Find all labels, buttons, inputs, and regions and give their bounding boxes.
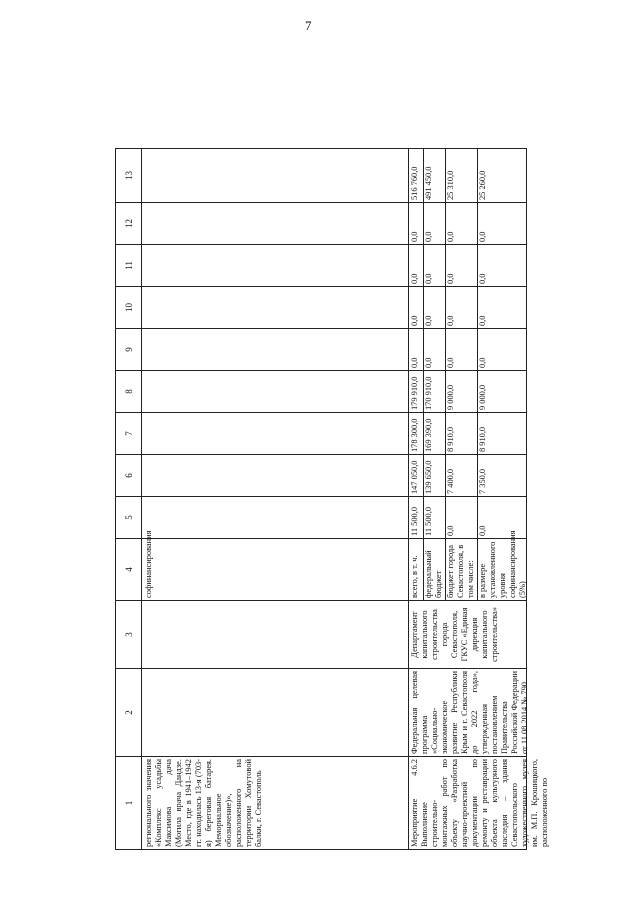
value-cell: 11 500,0 xyxy=(424,506,433,536)
funding-table xyxy=(115,148,549,850)
header-9: 9 xyxy=(116,329,142,370)
row-level-label: в размере установленного уровня софинансирования (5%) xyxy=(478,530,527,598)
column-8 xyxy=(116,371,526,413)
object-name-cell: регионального значения «Комплекс усадьбы Максимова дача (Могила врача Дандзе. Место, где в 1941–1942 гг. находилась 13-я (703-я) береговая батарея. Мемориальное обозначение)», расположенного на территории Хомутовой балки, г. Севастополь xyxy=(144,759,263,847)
header-12: 12 xyxy=(116,203,142,244)
value-cell: 0,0 xyxy=(410,231,419,242)
header-8: 8 xyxy=(116,371,142,412)
value-cell: 147 050,0 xyxy=(410,460,419,494)
column-13 xyxy=(116,149,526,203)
value-cell: 0,0 xyxy=(478,231,487,242)
value-cell: 11 500,0 xyxy=(410,506,419,536)
column-3 xyxy=(116,601,526,669)
page-number: 7 xyxy=(305,18,312,33)
value-cell: 0,0 xyxy=(446,273,455,284)
value-cell: 0,0 xyxy=(446,525,455,536)
value-cell: 139 650,0 xyxy=(424,460,433,494)
header-7: 7 xyxy=(116,413,142,454)
value-cell: 0,0 xyxy=(424,273,433,284)
column-6 xyxy=(116,455,526,497)
value-cell: 9 000,0 xyxy=(446,384,455,410)
header-2: 2 xyxy=(116,669,142,756)
value-cell: 491 450,0 xyxy=(424,166,433,200)
value-cell: 8 910,0 xyxy=(478,426,487,452)
row-city-label: бюджет города Севастополя, в том числе: xyxy=(446,544,475,598)
column-9 xyxy=(116,329,526,371)
value-cell: 9 000,0 xyxy=(478,384,487,410)
value-cell: 0,0 xyxy=(424,315,433,326)
value-cell: 169 390,0 xyxy=(424,418,433,452)
value-cell: 7 350,0 xyxy=(478,468,487,494)
column-10 xyxy=(116,287,526,329)
value-cell: 0,0 xyxy=(424,231,433,242)
column-2 xyxy=(116,669,529,757)
activity-name-cell: Мероприятие 4.6.2 Выполнение строительно-монтажных работ по объекту «Разработка научно-проектной документации по ремонту и реставрации объекта культурного наследия – здания Севастопольского художественного музея им. М.П. Крошицкого, расположенного по xyxy=(410,759,549,847)
value-cell: 0,0 xyxy=(410,315,419,326)
value-cell: 516 760,0 xyxy=(410,166,419,200)
header-3: 3 xyxy=(116,601,142,668)
executor-cell: Департамент капитального строительства города Севастополя, ГКУС «Единая дирекция капитального строительства» xyxy=(410,607,499,662)
header-5: 5 xyxy=(116,497,142,538)
column-5 xyxy=(116,497,526,539)
value-cell: 178 300,0 xyxy=(410,418,419,452)
value-cell: 179 910,0 xyxy=(410,376,419,410)
header-11: 11 xyxy=(116,245,142,286)
value-cell: 0,0 xyxy=(446,231,455,242)
value-cell: 0,0 xyxy=(478,315,487,326)
header-13: 13 xyxy=(116,149,142,202)
column-12 xyxy=(116,203,526,245)
value-cell: 8 910,0 xyxy=(446,426,455,452)
column-1 xyxy=(116,757,549,849)
column-11 xyxy=(116,245,526,287)
value-cell: 0,0 xyxy=(478,525,487,536)
value-cell: 170 910,0 xyxy=(424,376,433,410)
row-total-label: всего, в т. ч. xyxy=(410,555,419,598)
value-cell: 0,0 xyxy=(446,315,455,326)
value-cell: 0,0 xyxy=(478,273,487,284)
row-federal-label: федеральный бюджет xyxy=(424,550,443,598)
value-cell: 25 260,0 xyxy=(478,170,487,200)
value-cell: 0,0 xyxy=(446,357,455,368)
header-6: 6 xyxy=(116,455,142,496)
cofinancing-cell: софинансирования xyxy=(144,530,153,598)
program-cell: Федеральная целевая программа «Социально-экономическое развитие Республики Крым и г. Севастополя до 2022 года», утвержденная постановлением Правительства Российской Федерации от 11.08.2014 № 790 xyxy=(410,671,529,754)
value-cell: 0,0 xyxy=(410,273,419,284)
header-4: 4 xyxy=(116,539,142,600)
value-cell: 0,0 xyxy=(410,357,419,368)
value-cell: 25 310,0 xyxy=(446,170,455,200)
value-cell: 7 400,0 xyxy=(446,468,455,494)
header-1: 1 xyxy=(116,757,142,849)
value-cell: 0,0 xyxy=(424,357,433,368)
header-10: 10 xyxy=(116,287,142,328)
column-7 xyxy=(116,413,526,455)
value-cell: 0,0 xyxy=(478,357,487,368)
